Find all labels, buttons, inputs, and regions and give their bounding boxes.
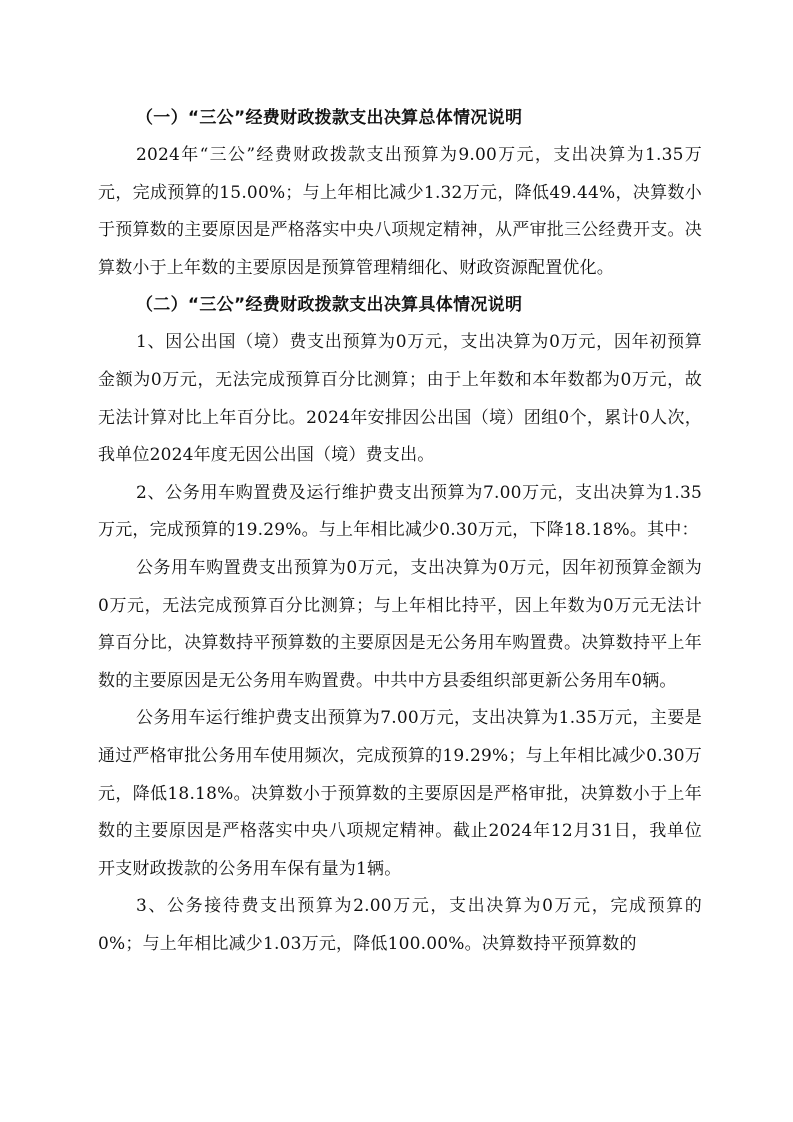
paragraph-reception: 3、公务接待费支出预算为2.00万元，支出决算为0万元，完成预算的0%；与上年相比减少1.03万元，降低100.00%。决算数持平预算数的 [98,896,702,954]
document-body [98,100,702,963]
section-1-heading: （一）“三公”经费财政拨款支出决算总体情况说明 [136,108,523,128]
paragraph-vehicle-operation: 公务用车运行维护费支出预算为7.00万元，支出决算为1.35万元，主要是通过严格审批公务用车使用频次，完成预算的19.29%；与上年相比减少0.30万元，降低18.18%。决算数小于预算数的主要原因是严格审批，决算数小于上年数的主要原因是严格落实中央八项规定精神。截止2024年12月31日，我单位开支财政拨款的公务用车保有量为1辆。 [98,708,702,879]
paragraph-vehicle-purchase: 公务用车购置费支出预算为0万元，支出决算为0万元，因年初预算金额为0万元，无法完成预算百分比测算；与上年相比持平，因上年数为0万元无法计算百分比，决算数持平预算数的主要原因是无公务用车购置费。决算数持平上年数的主要原因是无公务用车购置费。中共中方县委组织部更新公务用车0辆。 [98,557,702,691]
section-2-heading: （二）“三公”经费财政拨款支出决算具体情况说明 [136,295,523,316]
paragraph-outbound-travel: 1、因公出国（境）费支出预算为0万元，支出决算为0万元，因年初预算金额为0万元，无法完成预算百分比测算；由于上年数和本年数都为0万元，故无法计算对比上年百分比。2024年安排因公出国（境）团组0个，累计0人次，我单位2024年度无因公出国（境）费支出。 [98,332,702,466]
section-1-paragraph: 2024年“三公”经费财政拨款支出预算为9.00万元，支出决算为1.35万元，完成预算的15.00%；与上年相比减少1.32万元，降低49.44%，决算数小于预算数的主要原因是严格落实中央八项规定精神，从严审批三公经费开支。决算数小于上年数的主要原因是预算管理精细化、财政资源配置优化。 [98,145,702,278]
paragraph-vehicle-total: 2、公务用车购置费及运行维护费支出预算为7.00万元，支出决算为1.35万元，完成预算的19.29%。与上年相比减少0.30万元，下降18.18%。其中： [98,482,702,541]
